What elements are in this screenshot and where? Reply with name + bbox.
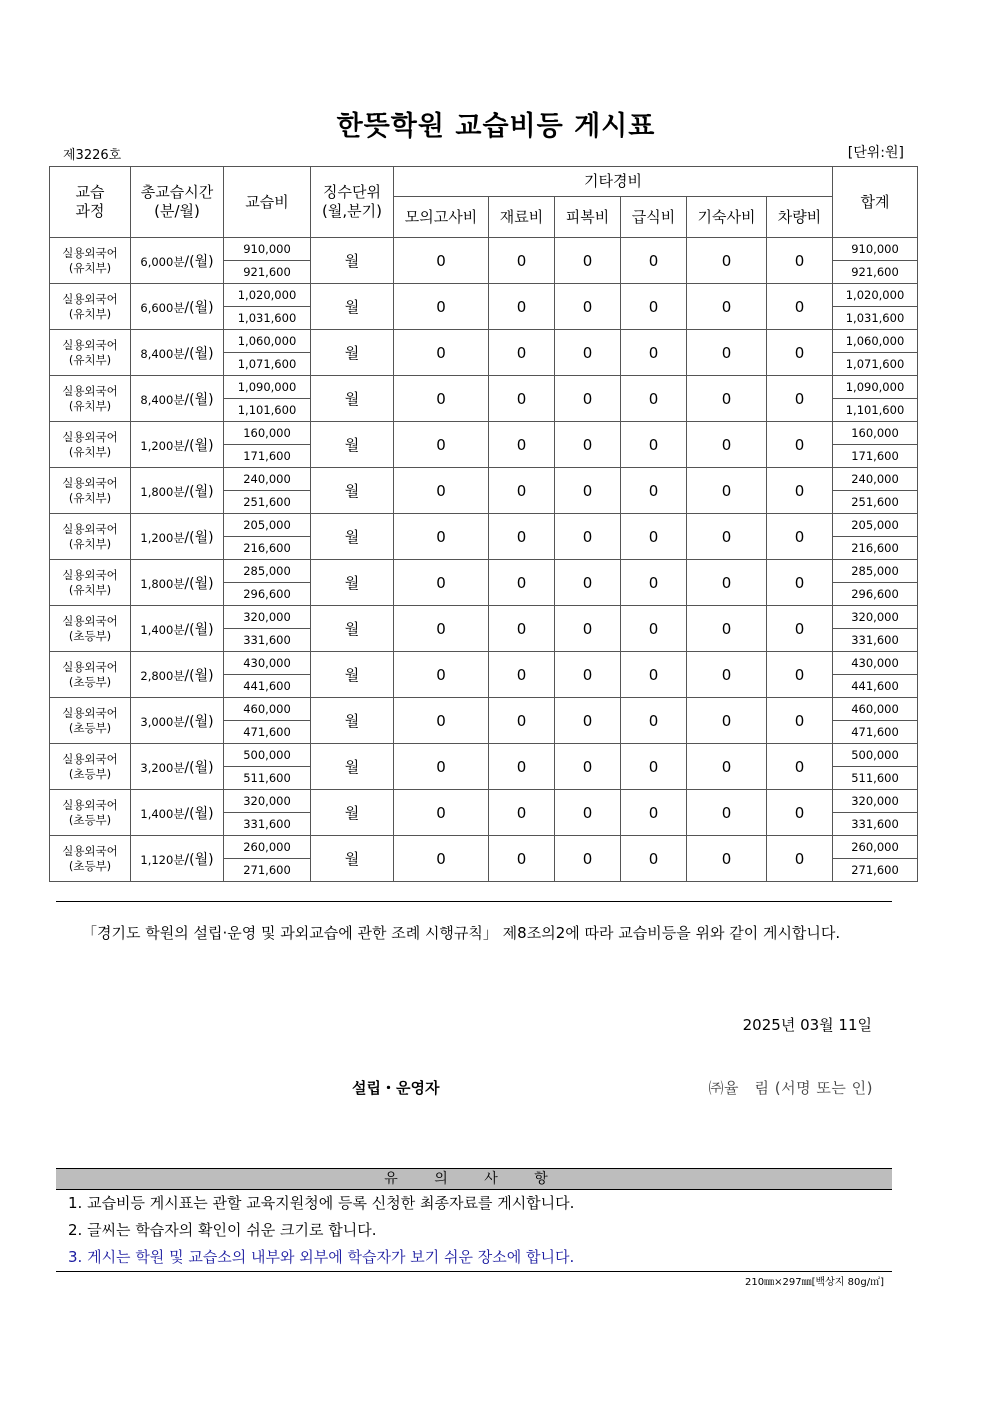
hours-cell xyxy=(131,560,224,606)
course-name: 실용외국어 xyxy=(62,245,118,260)
vehicle-cost: 0 xyxy=(767,560,833,606)
collection-unit: 월 xyxy=(311,652,394,698)
course-name: 실용외국어 xyxy=(62,383,118,398)
dormitory-cost: 0 xyxy=(687,284,767,330)
meals-cost: 0 xyxy=(621,790,687,836)
total-hours: 1,400분 xyxy=(140,622,185,637)
mock-exam-cost: 0 xyxy=(394,514,489,560)
clothing-cost: 0 xyxy=(555,238,621,284)
course-cell xyxy=(50,744,131,790)
per-month: /(월) xyxy=(184,345,214,362)
vehicle-cost: 0 xyxy=(767,606,833,652)
meals-cost: 0 xyxy=(621,238,687,284)
tuition-fee: 910,000 xyxy=(224,238,311,261)
header-collection-unit: 징수단위 (월,분기) xyxy=(311,167,394,238)
sum-total-value: 1,071,600 xyxy=(833,353,918,376)
mock-exam-cost: 0 xyxy=(394,376,489,422)
sum-value: 320,000 xyxy=(833,790,918,813)
mock-exam-cost: 0 xyxy=(394,284,489,330)
sum-total-value: 271,600 xyxy=(833,859,918,882)
tuition-fee: 1,020,000 xyxy=(224,284,311,307)
sum-value: 285,000 xyxy=(833,560,918,583)
table-row xyxy=(50,744,918,767)
clothing-cost: 0 xyxy=(555,330,621,376)
tuition-fee-total: 441,600 xyxy=(224,675,311,698)
vehicle-cost: 0 xyxy=(767,652,833,698)
meals-cost: 0 xyxy=(621,514,687,560)
collection-unit: 월 xyxy=(311,376,394,422)
vehicle-cost: 0 xyxy=(767,468,833,514)
per-month: /(월) xyxy=(184,851,214,868)
clothing-cost: 0 xyxy=(555,790,621,836)
hours-cell xyxy=(131,468,224,514)
sum-value: 910,000 xyxy=(833,238,918,261)
course-level: (초등부) xyxy=(68,674,112,689)
course-level: (유치부) xyxy=(68,582,112,597)
materials-cost: 0 xyxy=(489,238,555,284)
tuition-fee-total: 511,600 xyxy=(224,767,311,790)
dormitory-cost: 0 xyxy=(687,744,767,790)
caution-item: 1. 교습비등 게시표는 관할 교육지원청에 등록 신청한 최종자료를 게시합니다. xyxy=(68,1194,575,1212)
collection-unit: 월 xyxy=(311,238,394,284)
tuition-fee-total: 331,600 xyxy=(224,629,311,652)
sum-total-value: 296,600 xyxy=(833,583,918,606)
course-cell xyxy=(50,836,131,882)
hours-cell xyxy=(131,376,224,422)
sum-total-value: 331,600 xyxy=(833,813,918,836)
clothing-cost: 0 xyxy=(555,376,621,422)
table-row xyxy=(50,514,918,537)
collection-unit: 월 xyxy=(311,284,394,330)
per-month: /(월) xyxy=(184,253,214,270)
meals-cost: 0 xyxy=(621,376,687,422)
course-level: (유치부) xyxy=(68,444,112,459)
meals-cost: 0 xyxy=(621,836,687,882)
tuition-fee: 320,000 xyxy=(224,606,311,629)
header-tuition: 교습비 xyxy=(224,167,311,238)
vehicle-cost: 0 xyxy=(767,284,833,330)
mock-exam-cost: 0 xyxy=(394,606,489,652)
table-row xyxy=(50,606,918,629)
tuition-fee-total: 216,600 xyxy=(224,537,311,560)
divider xyxy=(56,901,892,902)
tuition-fee: 240,000 xyxy=(224,468,311,491)
caution-title: 유 의 사 항 xyxy=(56,1168,892,1190)
collection-unit: 월 xyxy=(311,422,394,468)
caution-list xyxy=(56,1190,892,1272)
total-hours: 3,000분 xyxy=(140,714,185,729)
hours-cell xyxy=(131,422,224,468)
course-level: (유치부) xyxy=(68,536,112,551)
mock-exam-cost: 0 xyxy=(394,238,489,284)
materials-cost: 0 xyxy=(489,468,555,514)
meals-cost: 0 xyxy=(621,330,687,376)
sum-value: 240,000 xyxy=(833,468,918,491)
mock-exam-cost: 0 xyxy=(394,422,489,468)
per-month: /(월) xyxy=(184,713,214,730)
materials-cost: 0 xyxy=(489,698,555,744)
dormitory-cost: 0 xyxy=(687,560,767,606)
posting-date: 2025년 03월 11일 xyxy=(742,1016,872,1034)
materials-cost: 0 xyxy=(489,652,555,698)
course-cell xyxy=(50,652,131,698)
clothing-cost: 0 xyxy=(555,606,621,652)
meals-cost: 0 xyxy=(621,422,687,468)
operator-label: 설립・운영자 xyxy=(352,1079,440,1097)
sum-total-value: 511,600 xyxy=(833,767,918,790)
total-hours: 1,200분 xyxy=(140,438,185,453)
course-level: (초등부) xyxy=(68,720,112,735)
mock-exam-cost: 0 xyxy=(394,652,489,698)
header-mock-exam: 모의고사비 xyxy=(394,197,489,238)
sum-total-value: 471,600 xyxy=(833,721,918,744)
materials-cost: 0 xyxy=(489,836,555,882)
per-month: /(월) xyxy=(184,483,214,500)
vehicle-cost: 0 xyxy=(767,514,833,560)
header-dormitory: 기숙사비 xyxy=(687,197,767,238)
dormitory-cost: 0 xyxy=(687,698,767,744)
unit-label: [단위:원] xyxy=(847,145,904,161)
meals-cost: 0 xyxy=(621,698,687,744)
vehicle-cost: 0 xyxy=(767,698,833,744)
tuition-fee-total: 921,600 xyxy=(224,261,311,284)
hours-cell xyxy=(131,744,224,790)
total-hours: 1,800분 xyxy=(140,576,185,591)
mock-exam-cost: 0 xyxy=(394,836,489,882)
materials-cost: 0 xyxy=(489,790,555,836)
tuition-fee-total: 1,101,600 xyxy=(224,399,311,422)
total-hours: 2,800분 xyxy=(140,668,185,683)
sum-total-value: 216,600 xyxy=(833,537,918,560)
per-month: /(월) xyxy=(184,437,214,454)
tuition-fee: 260,000 xyxy=(224,836,311,859)
tuition-fee-total: 296,600 xyxy=(224,583,311,606)
vehicle-cost: 0 xyxy=(767,744,833,790)
course-name: 실용외국어 xyxy=(62,613,118,628)
header-total-hours: 총교습시간 (분/월) xyxy=(131,167,224,238)
total-hours: 8,400분 xyxy=(140,346,185,361)
dormitory-cost: 0 xyxy=(687,652,767,698)
total-hours: 6,000분 xyxy=(140,254,185,269)
meals-cost: 0 xyxy=(621,744,687,790)
dormitory-cost: 0 xyxy=(687,330,767,376)
sum-value: 500,000 xyxy=(833,744,918,767)
sum-total-value: 921,600 xyxy=(833,261,918,284)
page-title: 한뜻학원 교습비등 게시표 xyxy=(336,111,656,142)
collection-unit: 월 xyxy=(311,744,394,790)
vehicle-cost: 0 xyxy=(767,790,833,836)
materials-cost: 0 xyxy=(489,560,555,606)
meals-cost: 0 xyxy=(621,468,687,514)
header-vehicle: 차량비 xyxy=(767,197,833,238)
tuition-fee-total: 331,600 xyxy=(224,813,311,836)
course-name: 실용외국어 xyxy=(62,429,118,444)
hours-cell xyxy=(131,284,224,330)
mock-exam-cost: 0 xyxy=(394,330,489,376)
table-row xyxy=(50,468,918,491)
tuition-fee-total: 1,071,600 xyxy=(224,353,311,376)
table-row xyxy=(50,330,918,353)
course-cell xyxy=(50,376,131,422)
course-level: (유치부) xyxy=(68,352,112,367)
table-row xyxy=(50,284,918,307)
tuition-fee-total: 251,600 xyxy=(224,491,311,514)
table-row xyxy=(50,376,918,399)
meals-cost: 0 xyxy=(621,606,687,652)
course-name: 실용외국어 xyxy=(62,567,118,582)
header-clothing: 피복비 xyxy=(555,197,621,238)
course-name: 실용외국어 xyxy=(62,797,118,812)
materials-cost: 0 xyxy=(489,284,555,330)
materials-cost: 0 xyxy=(489,606,555,652)
dormitory-cost: 0 xyxy=(687,238,767,284)
sum-value: 160,000 xyxy=(833,422,918,445)
course-level: (유치부) xyxy=(68,260,112,275)
tuition-fee: 1,060,000 xyxy=(224,330,311,353)
caution-item: 2. 글씨는 학습자의 확인이 쉬운 크기로 합니다. xyxy=(68,1221,377,1239)
vehicle-cost: 0 xyxy=(767,330,833,376)
tuition-fee: 320,000 xyxy=(224,790,311,813)
tuition-fee-total: 471,600 xyxy=(224,721,311,744)
mock-exam-cost: 0 xyxy=(394,468,489,514)
sum-value: 320,000 xyxy=(833,606,918,629)
collection-unit: 월 xyxy=(311,468,394,514)
tuition-fee: 1,090,000 xyxy=(224,376,311,399)
course-name: 실용외국어 xyxy=(62,521,118,536)
tuition-fee-total: 1,031,600 xyxy=(224,307,311,330)
per-month: /(월) xyxy=(184,529,214,546)
meals-cost: 0 xyxy=(621,560,687,606)
per-month: /(월) xyxy=(184,805,214,822)
clothing-cost: 0 xyxy=(555,698,621,744)
tuition-fee: 160,000 xyxy=(224,422,311,445)
clothing-cost: 0 xyxy=(555,836,621,882)
sum-value: 1,020,000 xyxy=(833,284,918,307)
sum-total-value: 251,600 xyxy=(833,491,918,514)
vehicle-cost: 0 xyxy=(767,238,833,284)
tuition-fee: 430,000 xyxy=(224,652,311,675)
hours-cell xyxy=(131,330,224,376)
dormitory-cost: 0 xyxy=(687,468,767,514)
sum-total-value: 1,031,600 xyxy=(833,307,918,330)
clothing-cost: 0 xyxy=(555,284,621,330)
table-row xyxy=(50,560,918,583)
sum-value: 1,090,000 xyxy=(833,376,918,399)
course-level: (유치부) xyxy=(68,306,112,321)
header-course: 교습 과정 xyxy=(50,167,131,238)
total-hours: 1,400분 xyxy=(140,806,185,821)
course-level: (초등부) xyxy=(68,766,112,781)
document-number: 제3226호 xyxy=(63,148,122,163)
total-hours: 6,600분 xyxy=(140,300,185,315)
table-row xyxy=(50,836,918,859)
course-level: (초등부) xyxy=(68,858,112,873)
course-name: 실용외국어 xyxy=(62,751,118,766)
tuition-fee-total: 271,600 xyxy=(224,859,311,882)
course-cell xyxy=(50,790,131,836)
materials-cost: 0 xyxy=(489,514,555,560)
total-hours: 1,800분 xyxy=(140,484,185,499)
course-cell xyxy=(50,698,131,744)
course-cell xyxy=(50,514,131,560)
sum-value: 1,060,000 xyxy=(833,330,918,353)
clothing-cost: 0 xyxy=(555,514,621,560)
header-other-expenses: 기타경비 xyxy=(394,167,833,197)
course-name: 실용외국어 xyxy=(62,337,118,352)
total-hours: 1,120분 xyxy=(140,852,185,867)
tuition-fee: 205,000 xyxy=(224,514,311,537)
collection-unit: 월 xyxy=(311,836,394,882)
course-cell xyxy=(50,330,131,376)
meals-cost: 0 xyxy=(621,652,687,698)
hours-cell xyxy=(131,652,224,698)
sum-value: 430,000 xyxy=(833,652,918,675)
collection-unit: 월 xyxy=(311,330,394,376)
dormitory-cost: 0 xyxy=(687,422,767,468)
header-meals: 급식비 xyxy=(621,197,687,238)
table-row xyxy=(50,790,918,813)
tuition-fee: 460,000 xyxy=(224,698,311,721)
tuition-fee: 500,000 xyxy=(224,744,311,767)
table-row xyxy=(50,422,918,445)
meals-cost: 0 xyxy=(621,284,687,330)
clothing-cost: 0 xyxy=(555,652,621,698)
collection-unit: 월 xyxy=(311,560,394,606)
materials-cost: 0 xyxy=(489,376,555,422)
notice-text: 「경기도 학원의 설립·운영 및 과외교습에 관한 조례 시행규칙」 제8조의2에 따라 교습비등을 위와 같이 게시합니다. xyxy=(82,924,841,942)
sum-value: 205,000 xyxy=(833,514,918,537)
hours-cell xyxy=(131,790,224,836)
total-hours: 1,200분 xyxy=(140,530,185,545)
paper-spec: 210㎜×297㎜[백상지 80g/㎡] xyxy=(745,1277,884,1288)
course-cell xyxy=(50,468,131,514)
dormitory-cost: 0 xyxy=(687,606,767,652)
mock-exam-cost: 0 xyxy=(394,698,489,744)
hours-cell xyxy=(131,238,224,284)
table-row xyxy=(50,698,918,721)
sum-value: 260,000 xyxy=(833,836,918,859)
course-cell xyxy=(50,284,131,330)
materials-cost: 0 xyxy=(489,422,555,468)
sum-total-value: 331,600 xyxy=(833,629,918,652)
total-hours: 3,200분 xyxy=(140,760,185,775)
hours-cell xyxy=(131,606,224,652)
mock-exam-cost: 0 xyxy=(394,790,489,836)
course-name: 실용외국어 xyxy=(62,475,118,490)
sum-value: 460,000 xyxy=(833,698,918,721)
dormitory-cost: 0 xyxy=(687,836,767,882)
course-level: (초등부) xyxy=(68,812,112,827)
course-cell xyxy=(50,422,131,468)
course-name: 실용외국어 xyxy=(62,705,118,720)
clothing-cost: 0 xyxy=(555,422,621,468)
clothing-cost: 0 xyxy=(555,744,621,790)
course-cell xyxy=(50,238,131,284)
materials-cost: 0 xyxy=(489,330,555,376)
per-month: /(월) xyxy=(184,621,214,638)
tuition-fee: 285,000 xyxy=(224,560,311,583)
hours-cell xyxy=(131,514,224,560)
header-sum: 합계 xyxy=(833,167,918,238)
hours-cell xyxy=(131,698,224,744)
collection-unit: 월 xyxy=(311,514,394,560)
header-materials: 재료비 xyxy=(489,197,555,238)
dormitory-cost: 0 xyxy=(687,514,767,560)
collection-unit: 월 xyxy=(311,698,394,744)
dormitory-cost: 0 xyxy=(687,790,767,836)
dormitory-cost: 0 xyxy=(687,376,767,422)
collection-unit: 월 xyxy=(311,790,394,836)
operator-signature: ㈜율 림 (서명 또는 인) xyxy=(708,1079,873,1097)
per-month: /(월) xyxy=(184,391,214,408)
course-name: 실용외국어 xyxy=(62,659,118,674)
tuition-fee-total: 171,600 xyxy=(224,445,311,468)
materials-cost: 0 xyxy=(489,744,555,790)
mock-exam-cost: 0 xyxy=(394,560,489,606)
course-level: (유치부) xyxy=(68,490,112,505)
sum-total-value: 171,600 xyxy=(833,445,918,468)
total-hours: 8,400분 xyxy=(140,392,185,407)
course-cell xyxy=(50,560,131,606)
sum-total-value: 441,600 xyxy=(833,675,918,698)
course-name: 실용외국어 xyxy=(62,291,118,306)
hours-cell xyxy=(131,836,224,882)
table-row xyxy=(50,238,918,261)
fee-table xyxy=(49,166,918,882)
clothing-cost: 0 xyxy=(555,560,621,606)
caution-item: 3. 게시는 학원 및 교습소의 내부와 외부에 학습자가 보기 쉬운 장소에 합니다. xyxy=(68,1248,575,1266)
fee-table-body xyxy=(50,238,918,882)
per-month: /(월) xyxy=(184,667,214,684)
per-month: /(월) xyxy=(184,759,214,776)
vehicle-cost: 0 xyxy=(767,422,833,468)
course-cell xyxy=(50,606,131,652)
sum-total-value: 1,101,600 xyxy=(833,399,918,422)
per-month: /(월) xyxy=(184,299,214,316)
vehicle-cost: 0 xyxy=(767,376,833,422)
course-level: (유치부) xyxy=(68,398,112,413)
course-name: 실용외국어 xyxy=(62,843,118,858)
table-row xyxy=(50,652,918,675)
clothing-cost: 0 xyxy=(555,468,621,514)
course-level: (초등부) xyxy=(68,628,112,643)
vehicle-cost: 0 xyxy=(767,836,833,882)
mock-exam-cost: 0 xyxy=(394,744,489,790)
collection-unit: 월 xyxy=(311,606,394,652)
per-month: /(월) xyxy=(184,575,214,592)
